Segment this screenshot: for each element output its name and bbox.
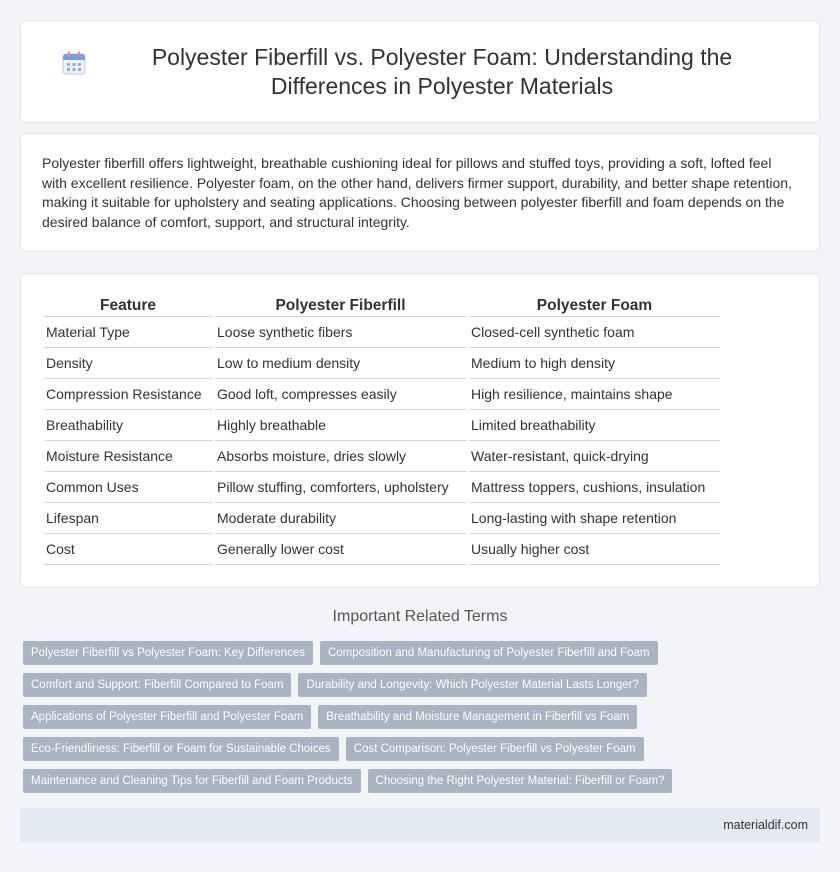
table-row (44, 410, 720, 441)
foam-cell: Long-lasting with shape retention (469, 503, 720, 534)
intro-paragraph: Polyester fiberfill offers lightweight, breathable cushioning ideal for pillows and stuffed toys, providing a soft, lofted feel with excellent resilience. Polyester foam, on the other hand, delivers firmer support, durability, and better shape retention, making it suitable for upholstery and seating applications. Choosing between polyester fiberfill and foam depends on the desired balance of comfort, support, and structural integrity. (42, 155, 792, 230)
table-row (44, 472, 720, 503)
feature-cell: Moisture Resistance (44, 441, 212, 472)
foam-cell: Usually higher cost (469, 534, 720, 565)
foam-cell: Closed-cell synthetic foam (469, 317, 720, 348)
related-term-link[interactable]: Comfort and Support: Fiberfill Compared to Foam (23, 673, 291, 697)
table-row (44, 534, 720, 565)
feature-cell: Material Type (44, 317, 212, 348)
site-name[interactable]: materialdif.com (723, 818, 808, 832)
feature-cell: Common Uses (44, 472, 212, 503)
fiberfill-cell: Absorbs moisture, dries slowly (215, 441, 466, 472)
header-feature: Feature (44, 295, 212, 317)
fiberfill-cell: Generally lower cost (215, 534, 466, 565)
table-row (44, 441, 720, 472)
fiberfill-cell: Pillow stuffing, comforters, upholstery (215, 472, 466, 503)
related-term-link[interactable]: Durability and Longevity: Which Polyester Material Lasts Longer? (298, 673, 646, 697)
fiberfill-cell: Low to medium density (215, 348, 466, 379)
header-foam: Polyester Foam (469, 295, 720, 317)
related-term-link[interactable]: Composition and Manufacturing of Polyester Fiberfill and Foam (320, 641, 658, 665)
related-term-link[interactable]: Applications of Polyester Fiberfill and Polyester Foam (23, 705, 311, 729)
related-term-link[interactable]: Polyester Fiberfill vs Polyester Foam: Key Differences (23, 641, 313, 665)
feature-cell: Breathability (44, 410, 212, 441)
foam-cell: Mattress toppers, cushions, insulation (469, 472, 720, 503)
related-term-link[interactable]: Maintenance and Cleaning Tips for Fiberfill and Foam Products (23, 769, 361, 793)
fiberfill-cell: Highly breathable (215, 410, 466, 441)
comparison-table-card (20, 273, 820, 588)
fiberfill-cell: Moderate durability (215, 503, 466, 534)
comparison-table (41, 295, 723, 565)
header-fiberfill: Polyester Fiberfill (215, 295, 466, 317)
foam-cell: High resilience, maintains shape (469, 379, 720, 410)
feature-cell: Lifespan (44, 503, 212, 534)
calendar-icon (61, 63, 105, 81)
related-terms-heading: Important Related Terms (332, 608, 508, 625)
related-term-link[interactable]: Eco-Friendliness: Fiberfill or Foam for Sustainable Choices (23, 737, 339, 761)
table-row (44, 348, 720, 379)
feature-cell: Density (44, 348, 212, 379)
foam-cell: Limited breathability (469, 410, 720, 441)
feature-cell: Compression Resistance (44, 379, 212, 410)
table-header-row (44, 295, 720, 317)
intro-card (20, 133, 820, 252)
related-term-link[interactable]: Breathability and Moisture Management in Fiberfill vs Foam (318, 705, 637, 729)
foam-cell: Medium to high density (469, 348, 720, 379)
table-row (44, 379, 720, 410)
header-card (20, 20, 820, 123)
foam-cell: Water-resistant, quick-drying (469, 441, 720, 472)
related-terms-list (23, 641, 823, 801)
table-row (44, 317, 720, 348)
related-term-link[interactable]: Cost Comparison: Polyester Fiberfill vs Polyester Foam (346, 737, 644, 761)
fiberfill-cell: Loose synthetic fibers (215, 317, 466, 348)
footer (20, 808, 820, 842)
related-term-link[interactable]: Choosing the Right Polyester Material: Fiberfill or Foam? (368, 769, 673, 793)
page-title: Polyester Fiberfill vs. Polyester Foam: Understanding the Differences in Polyester Materials (151, 43, 733, 99)
fiberfill-cell: Good loft, compresses easily (215, 379, 466, 410)
feature-cell: Cost (44, 534, 212, 565)
table-row (44, 503, 720, 534)
